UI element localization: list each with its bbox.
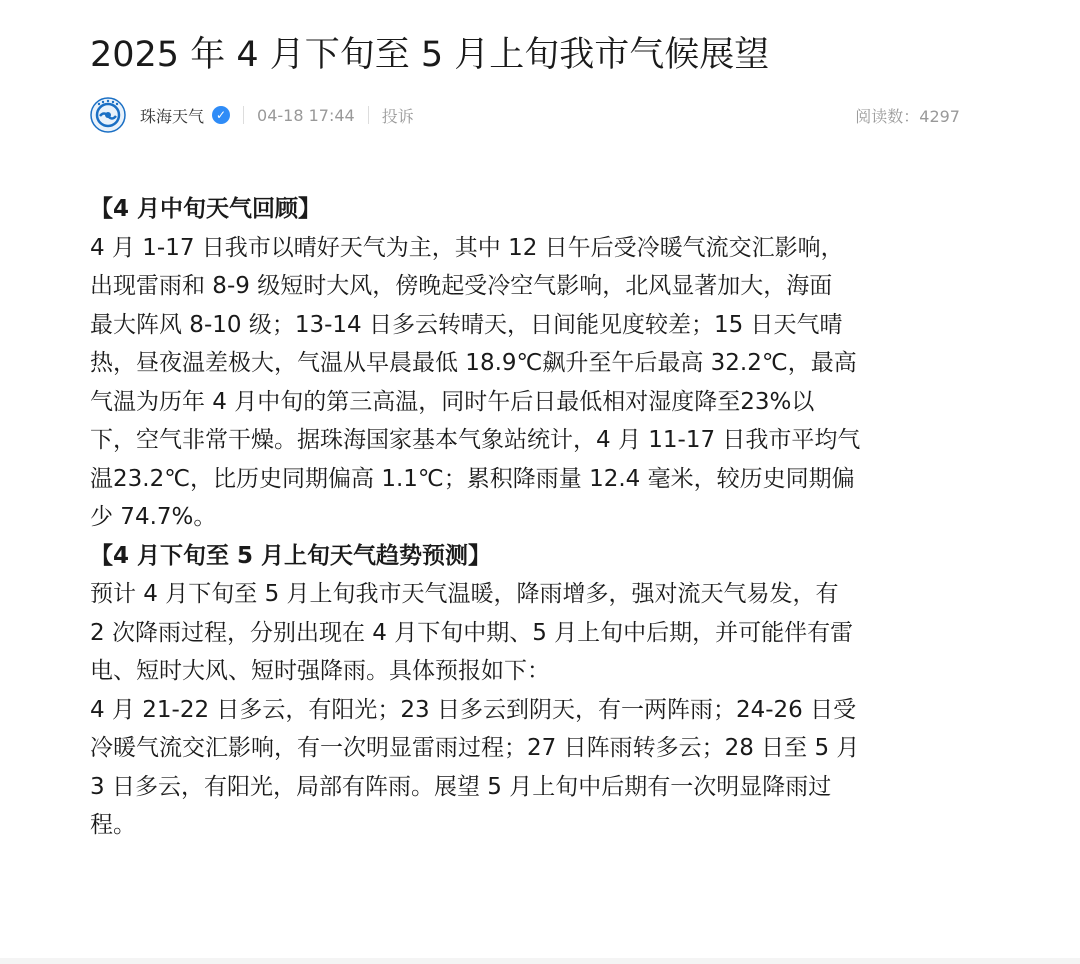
meta-divider: [368, 106, 369, 124]
author-avatar[interactable]: [90, 97, 126, 133]
paragraph-line: 程。: [90, 812, 136, 838]
paragraph-line: 出现雷雨和 8-9 级短时大风，傍晚起受冷空气影响，北风显著加大，海面: [90, 273, 833, 299]
paragraph-line: 冷暖气流交汇影响，有一次明显雷雨过程；27 日阵雨转多云；28 日至 5 月: [90, 735, 860, 761]
author-name[interactable]: 珠海天气: [140, 106, 205, 126]
verified-check-icon: ✓: [212, 106, 230, 124]
paragraph-line: 电、短时大风、短时强降雨。具体预报如下：: [90, 658, 550, 684]
article-meta: [90, 96, 960, 134]
section-heading: 【4 月下旬至 5 月上旬天气趋势预测】: [90, 542, 492, 569]
paragraph-line: 最大阵风 8-10 级；13-14 日多云转晴天，日间能见度较差；15 日天气晴: [90, 311, 843, 338]
paragraph-line: 4 月 1-17 日我市以晴好天气为主，其中 12 日午后受冷暖气流交汇影响，: [90, 234, 844, 261]
paragraph-line: 少 74.7%。: [90, 504, 217, 530]
publish-date: 04-18 17:44: [257, 105, 355, 125]
paragraph-line: 下，空气非常干燥。据珠海国家基本气象站统计，4 月 11-17 日我市平均气: [90, 427, 861, 453]
paragraph-line: 温23.2℃，比历史同期偏高 1.1℃；累积降雨量 12.4 毫米，较历史同期偏: [90, 465, 855, 492]
paragraph-line: 预计 4 月下旬至 5 月上旬我市天气温暖，降雨增多，强对流天气易发，有: [90, 581, 839, 607]
paragraph-line: 3 日多云，有阳光，局部有阵雨。展望 5 月上旬中后期有一次明显降雨过: [90, 773, 832, 800]
meta-divider: [243, 106, 244, 124]
page-bottom-edge: [0, 958, 1080, 964]
paragraph-line: 气温为历年 4 月中旬的第三高温，同时午后日最低相对湿度降至23%以: [90, 388, 815, 415]
article-body: [90, 190, 970, 845]
paragraph-line: 热，昼夜温差极大，气温从早晨最低 18.9℃飙升至午后最高 32.2℃，最高: [90, 350, 857, 376]
read-count: 阅读数：4297: [855, 106, 960, 126]
section-heading: 【4 月中旬天气回顾】: [90, 196, 322, 222]
report-link[interactable]: 投诉: [381, 106, 414, 126]
weather-bureau-logo-icon: [90, 97, 126, 133]
paragraph-line: 2 次降雨过程，分别出现在 4 月下旬中期、5 月上旬中后期，并可能伴有雷: [90, 619, 854, 646]
paragraph-line: 4 月 21-22 日多云，有阳光；23 日多云到阴天，有一两阵雨；24-26 日受: [90, 696, 857, 723]
article-title: 2025 年 4 月下旬至 5 月上旬我市气候展望: [90, 35, 770, 75]
